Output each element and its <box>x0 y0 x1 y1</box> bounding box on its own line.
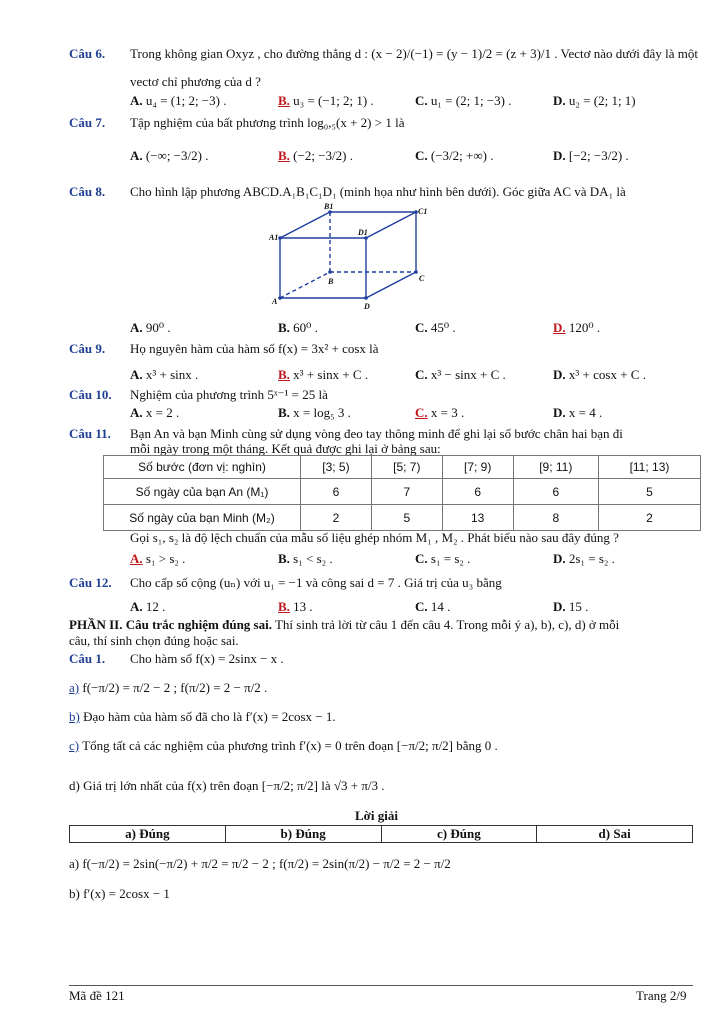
q11-option-a-text: s₁ > s₂ . <box>145 551 186 566</box>
q10-option-a-text: x = 2 . <box>145 405 180 420</box>
solution-a: a) f(−π/2) = 2sin(−π/2) + π/2 = π/2 − 2 ; f(π/2) = 2sin(π/2) − π/2 = 2 − π/2 <box>69 856 451 871</box>
table-cell: 6 <box>301 479 372 505</box>
q6-option-c[interactable]: C. u₁ = (2; 1; −3) . <box>415 93 512 108</box>
table-cell: 5 <box>371 505 442 531</box>
cube-label-b1: B1 <box>324 202 334 211</box>
q7-option-a-text: (−∞; −3/2) . <box>145 148 209 163</box>
table-row <box>104 479 701 505</box>
q9-option-b[interactable]: B. x³ + sinx + C . <box>278 367 369 382</box>
q8-option-b-text: 60⁰ . <box>293 320 318 335</box>
question-8-stem: Cho hình lập phương ABCD.A₁B₁C₁D₁ (minh họa như hình bên dưới). Góc giữa AC và DA₁ là <box>130 184 626 199</box>
q12-option-b-text: 13 . <box>293 599 313 614</box>
q12-option-a-text: 12 . <box>145 599 166 614</box>
q12-option-c[interactable]: C. 14 . <box>415 599 451 614</box>
statement-b <box>69 709 336 725</box>
q6-option-d[interactable]: D. u₂ = (2; 1; 1) <box>553 93 636 108</box>
q11-option-a[interactable]: A. s₁ > s₂ . <box>130 551 186 566</box>
answer-d: d) Sai <box>537 826 693 843</box>
table-cell: 6 <box>442 479 513 505</box>
q9-option-a[interactable]: A. x³ + sinx . <box>130 367 199 382</box>
statement-a <box>69 680 267 696</box>
table-header-cell: Số bước (đơn vị: nghìn) <box>104 456 301 479</box>
statement-b-text: Đạo hàm của hàm số đã cho là f′(x) = 2cosx − 1. <box>83 709 336 724</box>
q10-option-b[interactable]: B. x = log₅ 3 . <box>278 405 351 420</box>
q9-option-b-text: x³ + sinx + C . <box>293 367 369 382</box>
solution-b: b) f′(x) = 2cosx − 1 <box>69 886 170 901</box>
question-8-number: Câu 8. <box>69 184 106 199</box>
q11-option-d-text: 2s₁ = s₂ . <box>568 551 615 566</box>
question-11-stem-line1: Bạn An và bạn Minh cùng sử dụng vòng đeo tay thông minh để ghi lại số bước chân hai bạn đi <box>130 426 623 441</box>
q10-option-a[interactable]: A. x = 2 . <box>130 405 180 420</box>
q9-option-a-text: x³ + sinx . <box>145 367 199 382</box>
q7-option-b-text: (−2; −3/2) . <box>293 148 353 163</box>
footer-page-number: Trang 2/9 <box>636 988 687 1003</box>
statement-a-text: f(−π/2) = π/2 − 2 ; f(π/2) = 2 − π/2 . <box>82 680 268 695</box>
table-header-cell: [3; 5) <box>301 456 372 479</box>
table-cell: Số ngày của bạn Minh (M₂) <box>104 505 301 531</box>
statement-b-tag: b) <box>69 709 80 724</box>
question-11-number: Câu 11. <box>69 426 111 441</box>
question-7-number: Câu 7. <box>69 115 106 130</box>
table-row <box>70 826 693 843</box>
q8-option-b[interactable]: B. 60⁰ . <box>278 320 318 335</box>
q7-option-c-text: (−3/2; +∞) . <box>430 148 494 163</box>
q8-option-d-text: 120⁰ . <box>568 320 601 335</box>
question-10-number: Câu 10. <box>69 387 112 402</box>
cube-label-c1: C1 <box>418 207 428 216</box>
table-cell: 7 <box>371 479 442 505</box>
cube-label-a: A <box>272 297 278 306</box>
q10-option-b-text: x = log₅ 3 . <box>293 405 351 420</box>
q6-option-b-text: u₃ = (−1; 2; 1) . <box>293 93 374 108</box>
q11-option-c-text: s₁ = s₂ . <box>430 551 471 566</box>
table-row <box>104 505 701 531</box>
table-cell: 8 <box>513 505 598 531</box>
part2-desc-line2: câu, thí sinh chọn đúng hoặc sai. <box>69 633 239 648</box>
part2-question-1-number: Câu 1. <box>69 651 106 666</box>
part2-desc-line1: Thí sinh trả lời từ câu 1 đến câu 4. Trong mỗi ý a), b), c), d) ở mỗi <box>271 617 620 632</box>
question-10-stem: Nghiệm của phương trình 5ˣ⁻¹ = 25 là <box>130 387 328 402</box>
q6-option-d-text: u₂ = (2; 1; 1) <box>568 93 636 108</box>
table-header-cell: [11; 13) <box>598 456 700 479</box>
answer-b: b) Đúng <box>225 826 381 843</box>
answer-a: a) Đúng <box>70 826 226 843</box>
table-cell: 13 <box>442 505 513 531</box>
statement-c <box>69 738 498 754</box>
question-9-stem: Họ nguyên hàm của hàm số f(x) = 3x² + cosx là <box>130 341 379 356</box>
q7-option-d-text: [−2; −3/2) . <box>568 148 629 163</box>
statement-a-tag: a) <box>69 680 80 695</box>
question-6-stem-line2: vectơ chỉ phương của d ? <box>130 74 261 89</box>
q10-option-d[interactable]: D. x = 4 . <box>553 405 603 420</box>
question-11-stem-line2: mỗi ngày trong một tháng. Kết quả được ghi lại ở bảng sau: <box>130 441 441 456</box>
cube-figure <box>268 200 438 315</box>
q9-option-c-text: x³ − sinx + C . <box>430 367 506 382</box>
statement-c-tag: c) <box>69 738 80 753</box>
q11-option-c[interactable]: C. s₁ = s₂ . <box>415 551 471 566</box>
question-6-number: Câu 6. <box>69 46 106 61</box>
statement-d-text: d) Giá trị lớn nhất của f(x) trên đoạn [−π/2; π/2] là √3 + π/3 . <box>69 778 385 793</box>
question-12-stem: Cho cấp số cộng (uₙ) với u₁ = −1 và công sai d = 7 . Giá trị của u₃ bằng <box>130 575 502 590</box>
q8-option-c-text: 45⁰ . <box>430 320 456 335</box>
q9-option-d[interactable]: D. x³ + cosx + C . <box>553 367 646 382</box>
q6-option-a[interactable]: A. u₄ = (1; 2; −3) . <box>130 93 227 108</box>
part2-question-1-stem: Cho hàm số f(x) = 2sinx − x . <box>130 651 284 666</box>
q12-option-d[interactable]: D. 15 . <box>553 599 589 614</box>
q10-option-d-text: x = 4 . <box>568 405 603 420</box>
table-cell: 2 <box>301 505 372 531</box>
q8-option-a[interactable]: A. 90⁰ . <box>130 320 171 335</box>
table-cell: 5 <box>598 479 700 505</box>
part2-heading <box>69 617 619 633</box>
footer-divider <box>69 985 693 986</box>
question-7-stem: Tập nghiệm của bất phương trình log₀,₅(x + 2) > 1 là <box>130 115 405 130</box>
table-header-cell: [9; 11) <box>513 456 598 479</box>
q6-option-c-text: u₁ = (2; 1; −3) . <box>430 93 512 108</box>
q10-option-c[interactable]: C. x = 3 . <box>415 405 465 420</box>
solution-title: Lời giải <box>355 808 398 823</box>
q8-option-c[interactable]: C. 45⁰ . <box>415 320 456 335</box>
q12-option-d-text: 15 . <box>568 599 589 614</box>
cube-label-b: B <box>328 277 334 286</box>
q11-steps-table <box>103 455 701 531</box>
table-header-cell: [7; 9) <box>442 456 513 479</box>
q11-option-d[interactable]: D. 2s₁ = s₂ . <box>553 551 615 566</box>
question-11-stem-line3: Gọi s₁, s₂ là độ lệch chuẩn của mẫu số liệu ghép nhóm M₁ , M₂ . Phát biểu nào sau đây đúng ? <box>130 530 619 545</box>
table-header-row <box>104 456 701 479</box>
q11-option-b[interactable]: B. s₁ < s₂ . <box>278 551 333 566</box>
table-cell: 6 <box>513 479 598 505</box>
question-9-number: Câu 9. <box>69 341 106 356</box>
table-cell: 2 <box>598 505 700 531</box>
q6-option-a-text: u₄ = (1; 2; −3) . <box>145 93 227 108</box>
cube-label-c: C <box>419 274 425 283</box>
q10-option-c-text: x = 3 . <box>430 405 465 420</box>
footer-exam-code: Mã đề 121 <box>69 988 125 1003</box>
question-6-stem: Trong không gian Oxyz , cho đường thẳng d : (x − 2)/(−1) = (y − 1)/2 = (z + 3)/1 . Vectơ nào dưới đây là một <box>130 46 698 61</box>
question-12-number: Câu 12. <box>69 575 112 590</box>
cube-label-a1: A1 <box>269 233 279 242</box>
q6-option-b[interactable]: B. u₃ = (−1; 2; 1) . <box>278 93 374 108</box>
answer-c: c) Đúng <box>381 826 537 843</box>
q9-option-c[interactable]: C. x³ − sinx + C . <box>415 367 506 382</box>
q11-option-b-text: s₁ < s₂ . <box>293 551 333 566</box>
q9-option-d-text: x³ + cosx + C . <box>568 367 646 382</box>
cube-label-d: D <box>364 302 370 311</box>
cube-label-d1: D1 <box>358 228 368 237</box>
q12-option-a[interactable]: A. 12 . <box>130 599 166 614</box>
q8-option-a-text: 90⁰ . <box>145 320 171 335</box>
answer-table <box>69 825 693 843</box>
q12-option-b[interactable]: B. 13 . <box>278 599 313 614</box>
q7-option-d[interactable]: D. [−2; −3/2) . <box>553 148 629 163</box>
table-cell: Số ngày của bạn An (M₁) <box>104 479 301 505</box>
part2-title: PHẦN II. Câu trắc nghiệm đúng sai. <box>69 617 272 632</box>
table-header-cell: [5; 7) <box>371 456 442 479</box>
q7-option-b[interactable]: B. (−2; −3/2) . <box>278 148 353 163</box>
q8-option-d[interactable]: D. 120⁰ . <box>553 320 601 335</box>
q7-option-a[interactable]: A. (−∞; −3/2) . <box>130 148 209 163</box>
statement-c-text: Tổng tất cả các nghiệm của phương trình f′(x) = 0 trên đoạn [−π/2; π/2] bằng 0 . <box>82 738 498 753</box>
q12-option-c-text: 14 . <box>430 599 451 614</box>
q7-option-c[interactable]: C. (−3/2; +∞) . <box>415 148 494 163</box>
